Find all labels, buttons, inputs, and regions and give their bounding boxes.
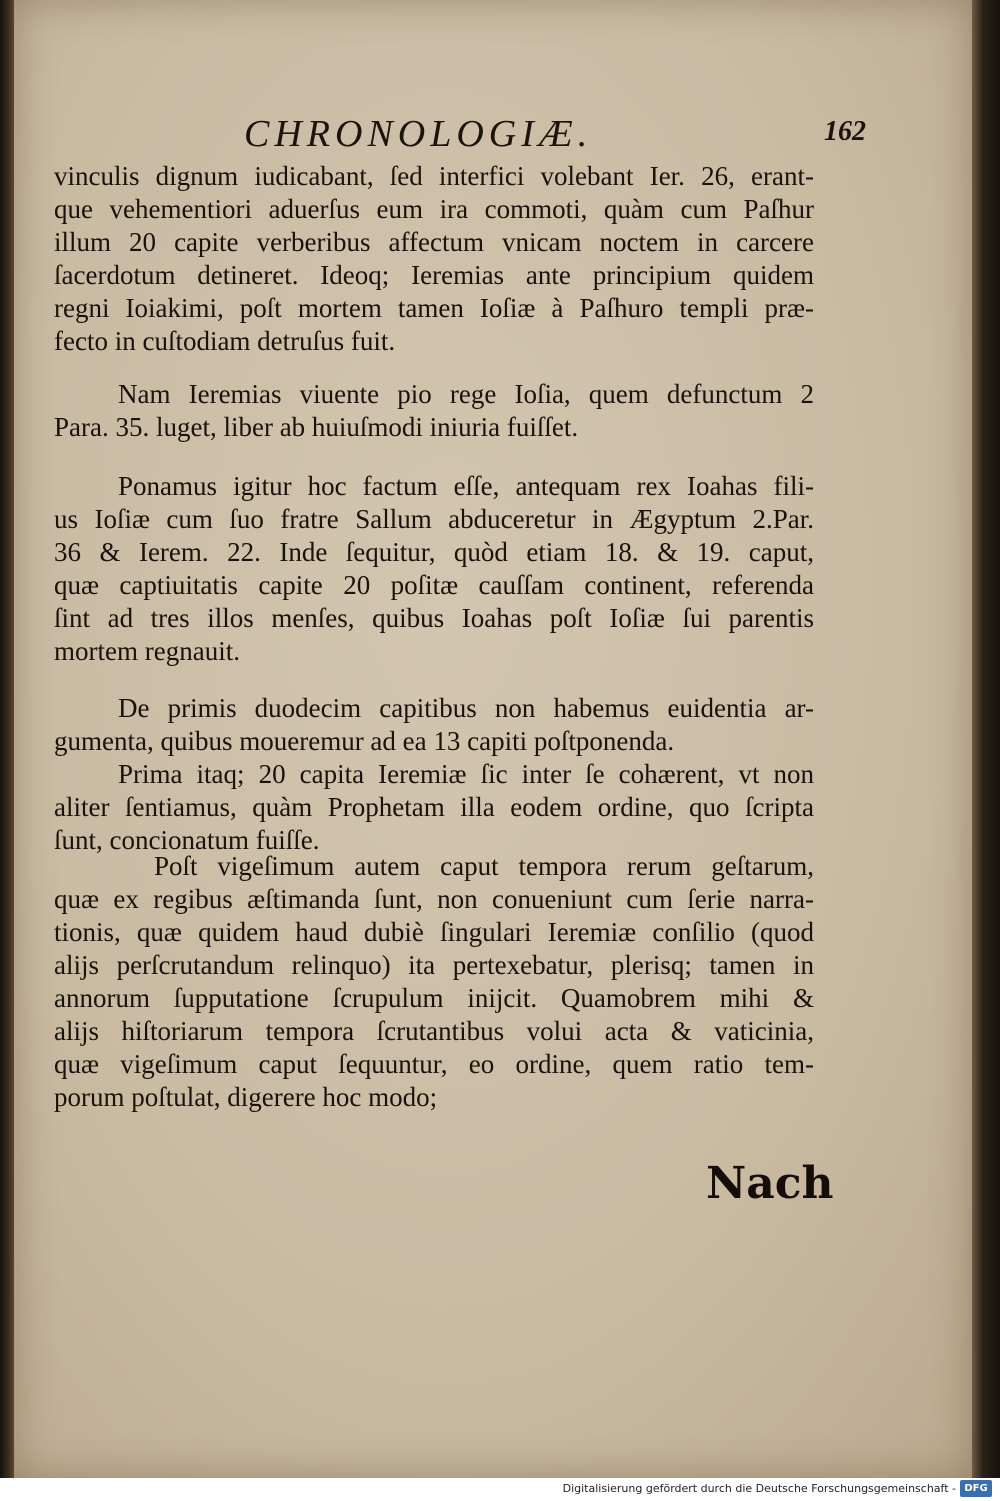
text-line: fecto in cuſtodiam detruſus fuit. [54, 326, 396, 356]
text-line: Nam Ieremias viuente pio rege Ioſia, quem defunctum 2 [118, 379, 814, 409]
text-line: alijs hiſtoriarum tempora ſcrutantibus volui acta & vaticinia, [54, 1016, 814, 1046]
text-line: tionis, quæ quidem haud dubiè ſingulari Ieremiæ conſilio (quod [54, 917, 814, 947]
text-line: vinculis dignum iudicabant, ſed interfici volebant Ier. 26, erant- [54, 161, 814, 191]
text-line: Poſt vigeſimum autem caput tempora rerum geſtarum, [154, 851, 814, 881]
page-fore-edge [972, 0, 1000, 1478]
text-line: quæ vigeſimum caput ſequuntur, eo ordine, quem ratio tem- [54, 1049, 814, 1079]
text-line: gumenta, quibus moueremur ad ea 13 capiti poſtponenda. [54, 726, 675, 756]
text-line: regni Ioiakimi, poſt mortem tamen Ioſiæ à Paſhuro templi præ- [54, 293, 814, 323]
text-line: Prima itaq; 20 capita Ieremiæ ſic inter ſe cohærent, vt non [118, 759, 814, 789]
text-line: ſacerdotum detineret. Ideoq; Ieremias ante principium quidem [54, 260, 814, 290]
text-line: Ponamus igitur hoc factum eſſe, antequam rex Ioahas fili- [118, 471, 814, 501]
paragraph-6 [54, 850, 814, 1114]
book-spine [0, 0, 14, 1478]
text-line: ſint ad tres illos menſes, quibus Ioahas poſt Ioſiæ ſui parentis [54, 603, 814, 633]
paragraph-1 [54, 160, 814, 358]
paragraph-4 [54, 692, 814, 758]
text-line: alijs perſcrutandum relinquo) ita pertexebatur, plerisq; tamen in [54, 950, 814, 980]
paragraph-3 [54, 470, 814, 668]
text-line: quæ ex regibus æſtimanda ſunt, non conueniunt cum ſerie narra- [54, 884, 814, 914]
text-line: Para. 35. luget, liber ab huiuſmodi iniuria fuiſſet. [54, 412, 579, 442]
text-line: porum poſtulat, digerere hoc modo; [54, 1082, 438, 1112]
paragraph-2 [54, 378, 814, 444]
text-line: aliter ſentiamus, quàm Prophetam illa eodem ordine, quo ſcripta [54, 792, 814, 822]
text-line: que vehementiori aduerſus eum ira commoti, quàm cum Paſhur [54, 194, 814, 224]
text-line: us Ioſiæ cum ſuo fratre Sallum abduceretur in Ægyptum 2.Par. [54, 504, 814, 534]
paragraph-5 [54, 758, 814, 857]
text-line: mortem regnauit. [54, 636, 240, 666]
footer-credit: Digitalisierung gefördert durch die Deutsche Forschungsgemeinschaft - [562, 1482, 956, 1495]
dfg-logo[interactable]: DFG [960, 1480, 992, 1497]
text-line: 36 & Ierem. 22. Inde ſequitur, quòd etiam 18. & 19. caput, [54, 537, 814, 567]
page-number: 162 [824, 116, 866, 147]
text-line: ſunt, concionatum fuiſſe. [54, 825, 320, 855]
text-line: De primis duodecim capitibus non habemus euidentia ar- [118, 693, 814, 723]
text-line: illum 20 capite verberibus affectum vnicam noctem in carcere [54, 227, 814, 257]
text-line: annorum ſupputatione ſcrupulum inijcit. Quamobrem mihi & [54, 983, 814, 1013]
catchword: Nach [706, 1158, 834, 1209]
running-head: CHRONOLOGIÆ. [244, 113, 593, 155]
text-line: quæ captiuitatis capite 20 poſitæ cauſſam continent, referenda [54, 570, 814, 600]
